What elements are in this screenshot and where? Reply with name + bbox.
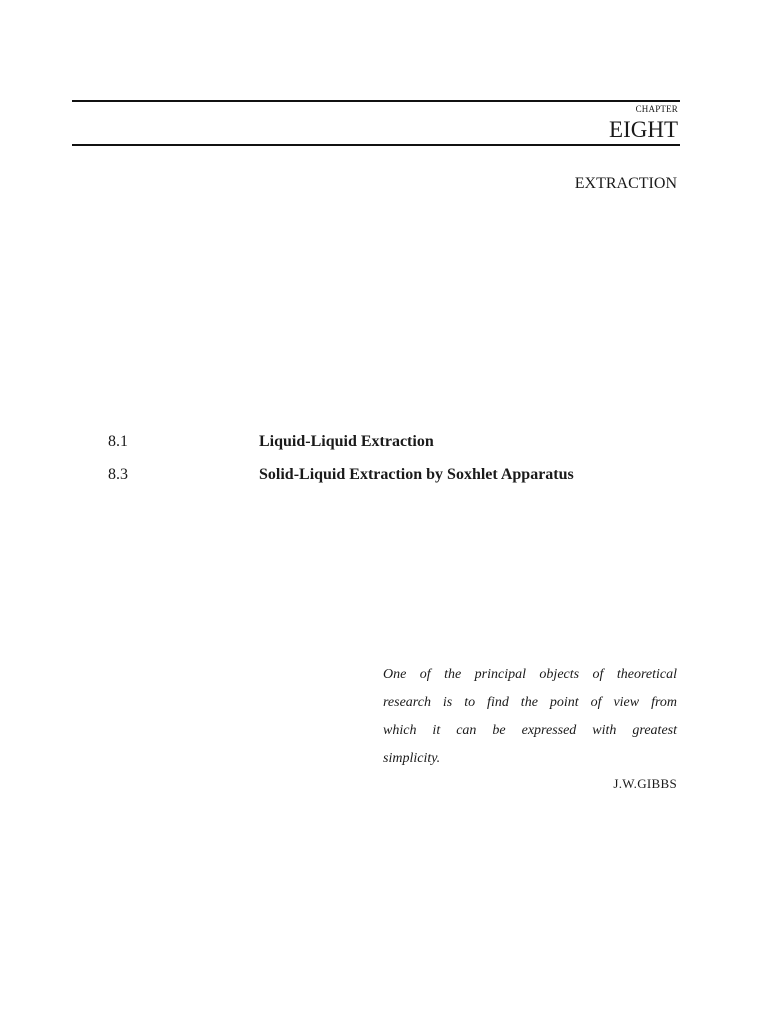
quote-author: J.W.GIBBS bbox=[613, 776, 677, 791]
quote-line: simplicity. bbox=[383, 751, 441, 766]
chapter-label: CHAPTER bbox=[635, 104, 678, 114]
epigraph-quote bbox=[383, 661, 677, 773]
quote-line: research is to find the point of view from bbox=[383, 695, 677, 710]
top-rule bbox=[72, 100, 680, 102]
quote-line: One of the principal objects of theoretical bbox=[383, 667, 677, 682]
toc-item bbox=[108, 425, 668, 458]
toc-item-number: 8.3 bbox=[108, 465, 128, 483]
toc-item-number: 8.1 bbox=[108, 432, 128, 450]
quote-line: which it can be expressed with greatest bbox=[383, 723, 677, 738]
toc-item-title: Liquid-Liquid Extraction bbox=[259, 432, 434, 450]
chapter-title: EXTRACTION bbox=[574, 175, 677, 192]
toc-item bbox=[108, 458, 668, 491]
bottom-rule bbox=[72, 144, 680, 146]
toc-item-title: Solid-Liquid Extraction by Soxhlet Apparatus bbox=[259, 465, 574, 483]
chapter-number: EIGHT bbox=[609, 117, 678, 142]
table-of-contents bbox=[108, 425, 668, 491]
